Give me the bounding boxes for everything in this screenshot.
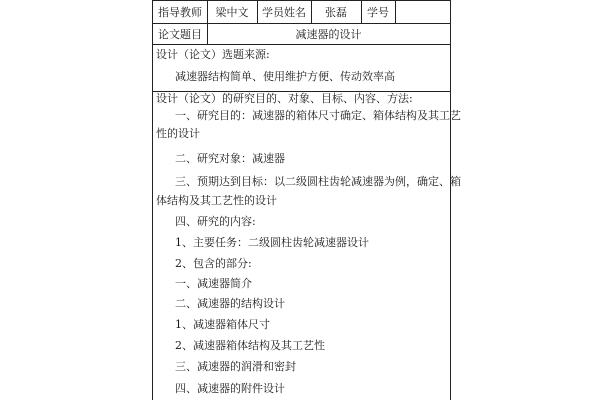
student-name-label: 学员姓名 <box>262 6 306 19</box>
content-line: 1、减速器箱体尺寸 <box>175 318 270 331</box>
content-line: 体结构及其工艺性的设计 <box>156 194 277 207</box>
thesis-title-value: 减速器的设计 <box>295 27 362 41</box>
content-line: 性的设计 <box>156 127 200 140</box>
content-line: 一、研究目的：减速器的箱体尺寸确定、箱体结构及其工艺 <box>175 109 461 122</box>
thesis-proposal-form <box>152 0 461 400</box>
topic-source-text: 减速器结构简单、使用维护方便、传动效率高 <box>175 70 395 83</box>
advisor-label: 指导教师 <box>158 6 202 19</box>
content-line: 四、研究的内容: <box>175 215 256 228</box>
advisor-name: 梁中文 <box>215 6 249 19</box>
student-id-label: 学号 <box>367 6 389 19</box>
content-line: 四、减速器的附件设计 <box>175 382 285 395</box>
content-line: 2、包含的部分: <box>175 257 252 270</box>
content-line: 一、减速器简介 <box>175 277 252 290</box>
content-line: 三、预期达到目标：以二级圆柱齿轮减速器为例，确定、箱 <box>175 175 461 188</box>
research-heading: 设计（论文）的研究目的、对象、目标、内容、方法: <box>156 92 413 105</box>
header-row <box>153 0 450 24</box>
content-line: 二、研究对象：减速器 <box>175 152 285 165</box>
thesis-title-label: 论文题目 <box>158 27 202 41</box>
content-line: 三、减速器的润滑和密封 <box>175 360 296 373</box>
content-line: 1、主要任务：二级圆柱齿轮减速器设计 <box>175 236 369 249</box>
student-id-value <box>395 1 452 23</box>
student-name-value: 张磊 <box>325 6 347 19</box>
title-row <box>153 23 450 45</box>
topic-source-heading: 设计（论文）选题来源: <box>156 48 270 61</box>
content-line: 二、减速器的结构设计 <box>175 297 285 310</box>
topic-source-section <box>153 44 450 92</box>
content-line: 2、减速器箱体结构及其工艺性 <box>175 339 325 352</box>
